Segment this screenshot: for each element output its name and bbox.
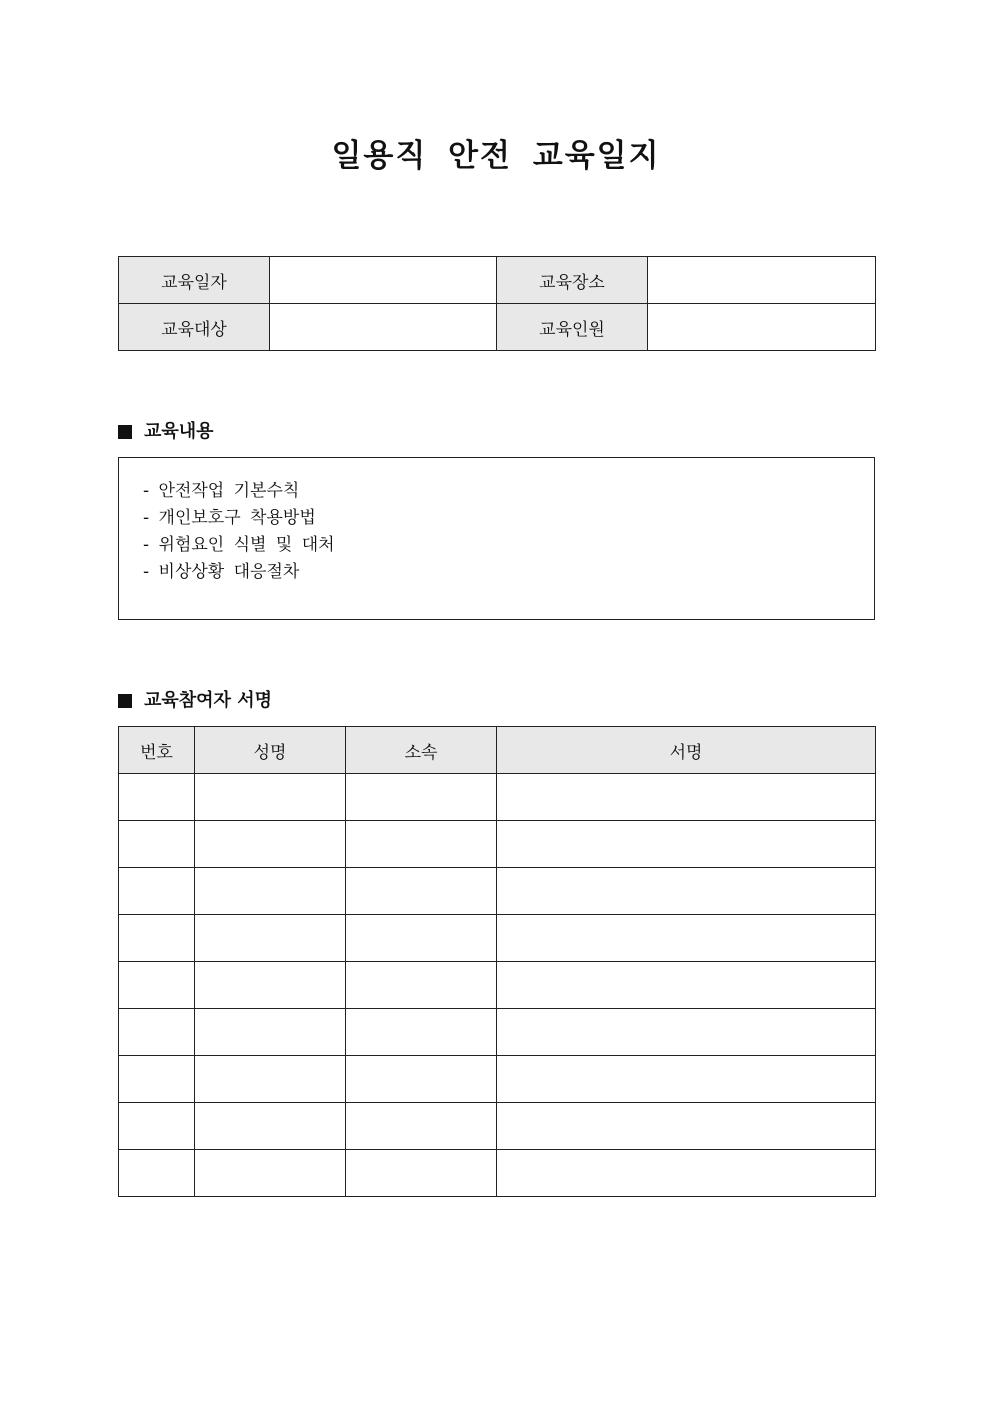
table-row [119,1056,876,1103]
signature-cell[interactable] [497,1009,876,1056]
square-bullet-icon [118,694,132,708]
affiliation-cell[interactable] [346,1056,497,1103]
signature-cell[interactable] [497,1103,876,1150]
signature-cell[interactable] [497,868,876,915]
name-cell[interactable] [195,1150,346,1197]
page-title: 일용직 안전 교육일지 [331,138,661,174]
header-row [119,727,876,774]
number-cell[interactable] [119,962,195,1009]
name-cell[interactable] [195,962,346,1009]
number-cell[interactable] [119,1150,195,1197]
content-box [118,457,875,620]
count-label: 교육인원 [497,304,648,351]
number-cell[interactable] [119,774,195,821]
list-item: - 위험요인 식별 및 대처 [143,535,335,555]
table-row [119,962,876,1009]
place-label: 교육장소 [497,257,648,304]
info-row [119,257,876,304]
affiliation-cell[interactable] [346,1150,497,1197]
affiliation-cell[interactable] [346,868,497,915]
table-row [119,1103,876,1150]
date-field[interactable] [270,257,497,304]
target-field[interactable] [270,304,497,351]
name-cell[interactable] [195,774,346,821]
name-cell[interactable] [195,821,346,868]
list-item: - 개인보호구 착용방법 [143,508,316,528]
name-cell[interactable] [195,915,346,962]
name-cell[interactable] [195,1009,346,1056]
number-cell[interactable] [119,1056,195,1103]
column-header-number: 번호 [119,727,195,774]
count-field[interactable] [648,304,876,351]
column-header-name: 성명 [195,727,346,774]
content-list [119,458,874,586]
list-item: - 비상상황 대응절차 [143,562,300,582]
signature-cell[interactable] [497,962,876,1009]
signature-table-body [119,774,876,1197]
name-cell[interactable] [195,868,346,915]
content-heading-text: 교육내용 [144,421,214,442]
info-row [119,304,876,351]
affiliation-cell[interactable] [346,774,497,821]
signature-table [118,726,876,1197]
signature-cell[interactable] [497,1150,876,1197]
date-label: 교육일자 [119,257,270,304]
column-header-signature: 서명 [497,727,876,774]
table-row [119,915,876,962]
content-section-heading [118,420,214,444]
target-label: 교육대상 [119,304,270,351]
signature-cell[interactable] [497,774,876,821]
signature-cell[interactable] [497,821,876,868]
signature-cell[interactable] [497,1056,876,1103]
affiliation-cell[interactable] [346,915,497,962]
affiliation-cell[interactable] [346,1009,497,1056]
table-row [119,1150,876,1197]
affiliation-cell[interactable] [346,821,497,868]
affiliation-cell[interactable] [346,962,497,1009]
name-cell[interactable] [195,1056,346,1103]
table-row [119,868,876,915]
signature-cell[interactable] [497,915,876,962]
column-header-affiliation: 소속 [346,727,497,774]
number-cell[interactable] [119,1103,195,1150]
table-row [119,821,876,868]
name-cell[interactable] [195,1103,346,1150]
table-row [119,1009,876,1056]
number-cell[interactable] [119,868,195,915]
square-bullet-icon [118,425,132,439]
affiliation-cell[interactable] [346,1103,497,1150]
number-cell[interactable] [119,821,195,868]
number-cell[interactable] [119,1009,195,1056]
list-item: - 안전작업 기본수칙 [143,481,300,501]
signature-heading-text: 교육참여자 서명 [144,690,272,711]
signature-section-heading [118,689,272,713]
education-info-table [118,256,876,351]
number-cell[interactable] [119,915,195,962]
table-row [119,774,876,821]
place-field[interactable] [648,257,876,304]
